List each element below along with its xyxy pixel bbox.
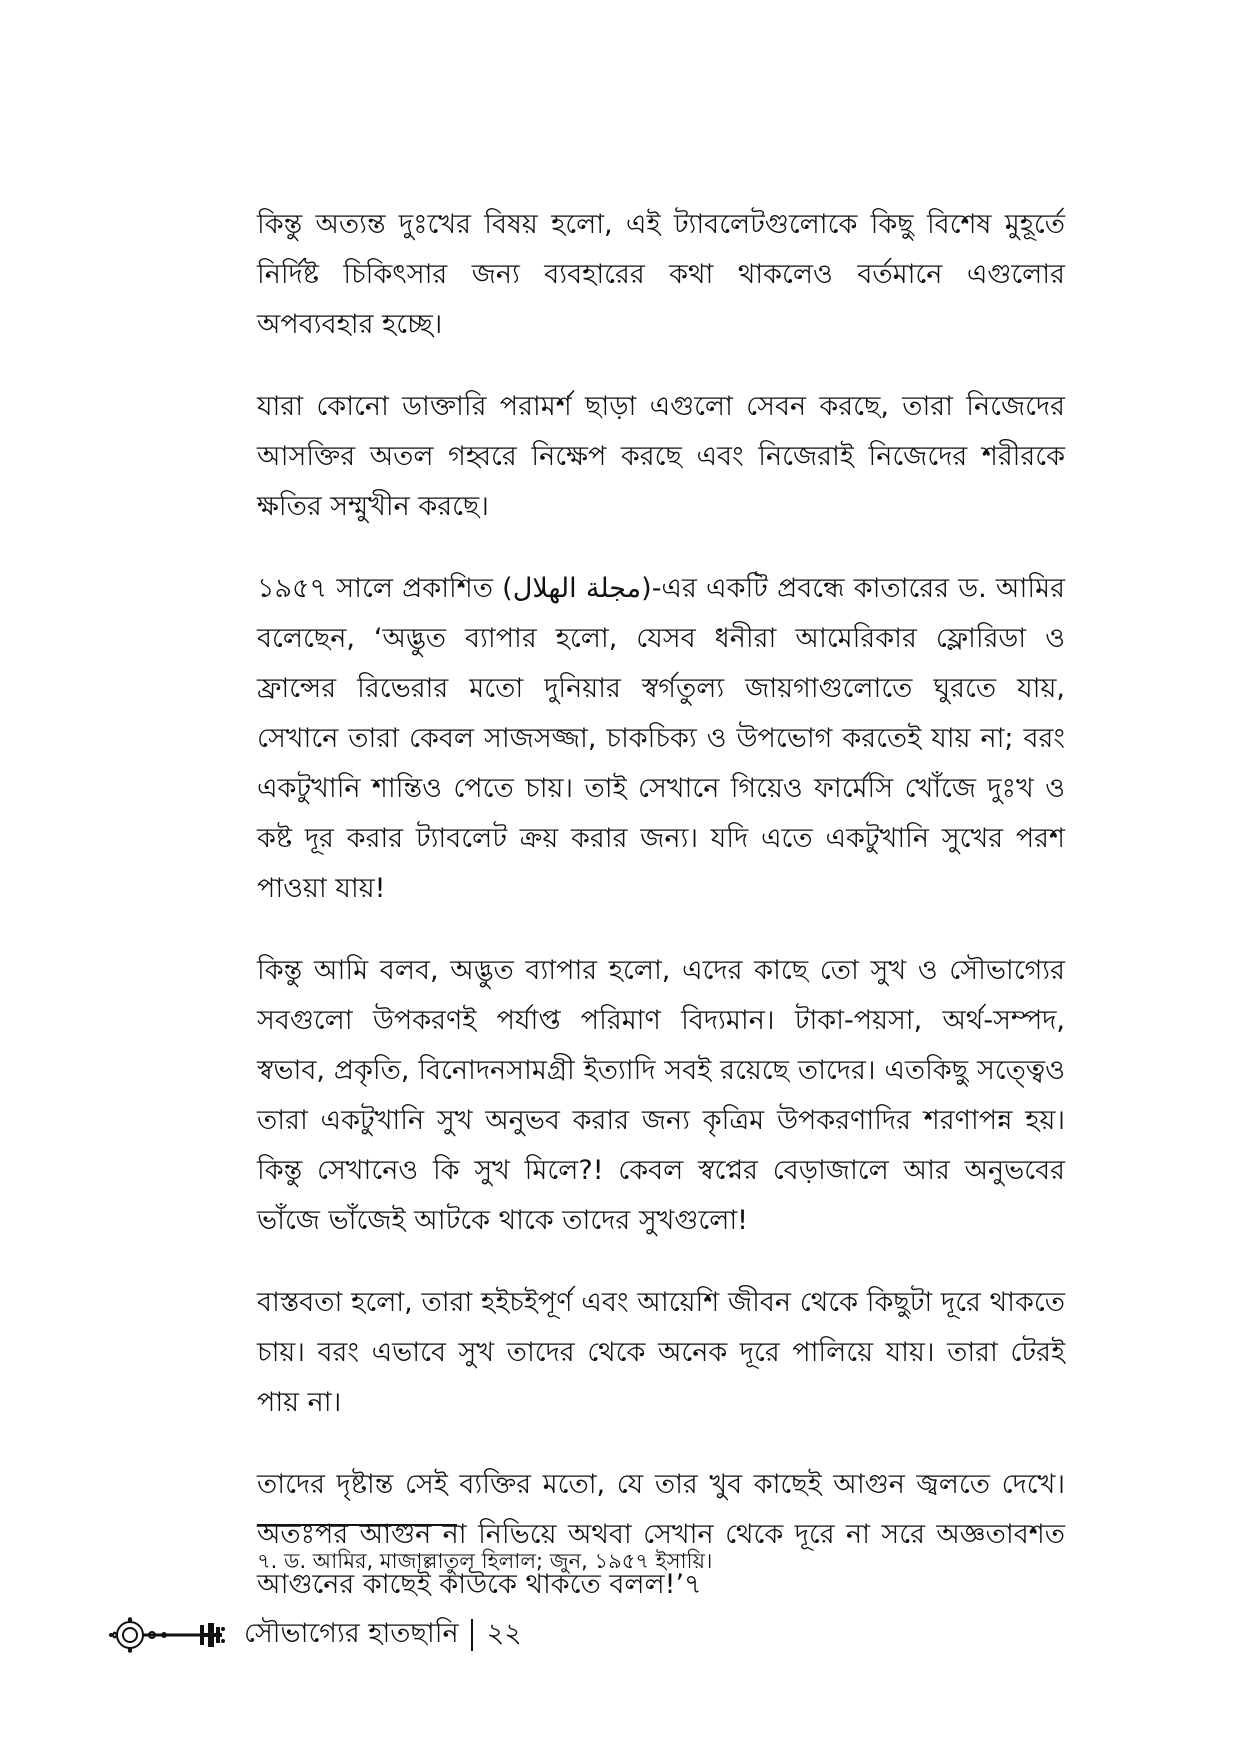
page-number: ২২ (486, 1617, 522, 1649)
footnote: ৭. ড. আমির, মাজাল্লাতুল হিলাল; জুন, ১৯৫৭ ইসায়ি। (257, 1549, 713, 1573)
paragraph-3: ১৯৫৭ সালে প্রকাশিত (مجلة الهلال)-এর একটি প্রবন্ধে কাতারের ড. আমির বলেছেন, ‘অদ্ভুত ব্যাপার হলো, যেসব ধনীরা আমেরিকার ফ্লোরিডা ও ফ্রান্সের রিভেরার মতো দুনিয়ার স্বর্গতুল্য জায়গাগুলোতে ঘুরতে যায়, সেখানে তারা কেবল সাজসজ্জা, চাকচিক্য ও উপভোগ করতেই যায় না; বরং একটুখানি শান্তিও পেতে চায়। তাই সেখানে গিয়েও ফার্মেসি খোঁজে দুঃখ ও কষ্ট দূর করার ট্যাবলেট ক্রয় করার জন্য। যদি এতে একটুখানি সুখের পরশ পাওয়া যায়! (257, 573, 1065, 904)
paragraph-4: কিন্তু আমি বলব, অদ্ভুত ব্যাপার হলো, এদের কাছে তো সুখ ও সৌভাগ্যের সবগুলো উপকরণই পর্যাপ্ত পরিমাণ বিদ্যমান। টাকা-পয়সা, অর্থ-সম্পদ, স্বভাব, প্রকৃতি, বিনোদনসামগ্রী ইত্যাদি সবই রয়েছে তাদের। এতকিছু সত্ত্বেও তারা একটুখানি সুখ অনুভব করার জন্য কৃত্রিম উপকরণাদির শরণাপন্ন হয়। কিন্তু সেখানেও কি সুখ মিলে?! কেবল স্বপ্নের বেড়াজালে আর অনুভবের ভাঁজে ভাঁজেই আটকে থাকে তাদের সুখগুলো! (257, 955, 1065, 1236)
paragraph-6: তাদের দৃষ্টান্ত সেই ব্যক্তির মতো, যে তার খুব কাছেই আগুন জ্বলতে দেখে। অতঃপর আগুন না নিভিয়ে অথবা সেখান থেকে দূরে না সরে অজ্ঞতাবশত আগুনের কাছেই কাউকে থাকতে বলল!’৭ (257, 1469, 1065, 1600)
body-text (257, 200, 1065, 1642)
paragraph-5: বাস্তবতা হলো, তারা হইচইপূর্ণ এবং আয়েশি জীবন থেকে কিছুটা দূরে থাকতে চায়। বরং এভাবে সুখ তাদের থেকে অনেক দূরে পালিয়ে যায়। তারা টেরই পায় না। (257, 1287, 1065, 1418)
running-title: সৌভাগ্যের হাতছানি (244, 1617, 459, 1649)
paragraph-1: কিন্তু অত্যন্ত দুঃখের বিষয় হলো, এই ট্যাবলেটগুলোকে কিছু বিশেষ মুহূর্তে নির্দিষ্ট চিকিৎসার জন্য ব্যবহারের কথা থাকলেও বর্তমানে এগুলোর অপব্যবহার হচ্ছে। (257, 209, 1065, 340)
key-ornament-icon (108, 1615, 226, 1655)
footnote-divider (257, 1524, 457, 1526)
paragraph-2: যারা কোনো ডাক্তারি পরামর্শ ছাড়া এগুলো সেবন করছে, তারা নিজেদের আসক্তির অতল গহ্বরে নিক্ষেপ করছে এবং নিজেরাই নিজেদের শরীরকে ক্ষতির সম্মুখীন করছে। (257, 391, 1065, 522)
page-footer (108, 1610, 522, 1660)
footer-separator (471, 1619, 473, 1651)
